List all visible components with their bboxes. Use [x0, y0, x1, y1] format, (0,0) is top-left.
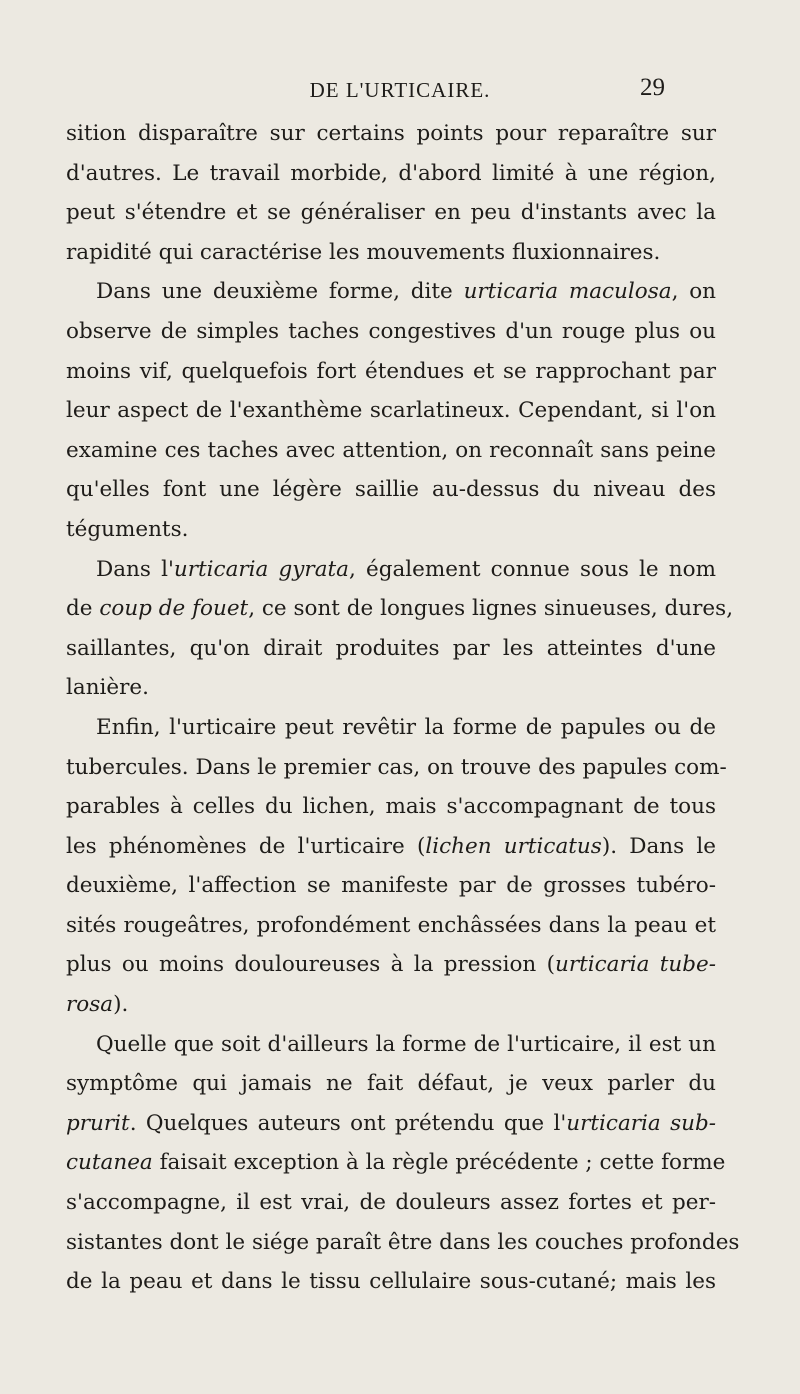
text-line: qu'elles font une légère saillie au-dessus du niveau des — [66, 477, 716, 503]
text-line: observe de simples taches congestives d'un rouge plus ou — [66, 318, 716, 344]
text-line: prurit. Quelques auteurs ont prétendu que l'urticaria sub- — [66, 1110, 716, 1136]
text-line: lanière. — [66, 675, 149, 701]
text-line: Dans l'urticaria gyrata, également connue sous le nom — [96, 556, 716, 582]
text-line: s'accompagne, il est vrai, de douleurs assez fortes et per- — [66, 1190, 716, 1216]
text-line: peut s'étendre et se généraliser en peu d'instants avec la — [66, 200, 716, 226]
text-line: leur aspect de l'exanthème scarlatineux. Cependant, si l'on — [66, 398, 716, 424]
text-line: de coup de fouet, ce sont de longues lignes sinueuses, dures, — [66, 596, 734, 622]
text-line: Dans une deuxième forme, dite urticaria maculosa, on — [96, 279, 716, 305]
text-line: sition disparaître sur certains points pour reparaître sur — [66, 121, 716, 146]
text-line: rapidité qui caractérise les mouvements fluxionnaires. — [66, 239, 661, 265]
page-number: 29 — [640, 74, 665, 101]
text-line: deuxième, l'affection se manifeste par de grosses tubéro- — [66, 873, 716, 899]
text-line: sités rougeâtres, profondément enchâssées dans la peau et — [66, 912, 716, 938]
text-line: les phénomènes de l'urticaire (lichen urticatus). Dans le — [66, 833, 716, 859]
text-line: Enfin, l'urticaire peut revêtir la forme de papules ou de — [96, 714, 716, 740]
text-line: rosa). — [66, 992, 129, 1018]
text-line: téguments. — [66, 516, 189, 542]
text-line: moins vif, quelquefois fort étendues et se rapprochant par — [66, 358, 716, 384]
running-head: DE L'URTICAIRE. — [309, 78, 491, 102]
text-line: Quelle que soit d'ailleurs la forme de l'urticaire, il est un — [96, 1031, 716, 1057]
text-line: parables à celles du lichen, mais s'accompagnant de tous — [66, 794, 716, 820]
text-line: examine ces taches avec attention, on reconnaît sans peine — [66, 437, 716, 463]
text-line: saillantes, qu'on dirait produites par les atteintes d'une — [66, 635, 716, 661]
body-text — [66, 114, 740, 1302]
text-line: tubercules. Dans le premier cas, on trouve des papules com- — [66, 754, 727, 780]
text-line: cutanea faisait exception à la règle précédente ; cette forme — [66, 1150, 726, 1176]
text-line: de la peau et dans le tissu cellulaire sous-cutané; mais les — [66, 1269, 716, 1295]
text-line: d'autres. Le travail morbide, d'abord limité à une région, — [66, 160, 716, 186]
text-line: plus ou moins douloureuses à la pression (urticaria tube- — [66, 952, 717, 978]
text-line: sistantes dont le siége paraît être dans les couches profondes — [66, 1229, 740, 1255]
text-line: symptôme qui jamais ne fait défaut, je veux parler du — [66, 1071, 716, 1097]
